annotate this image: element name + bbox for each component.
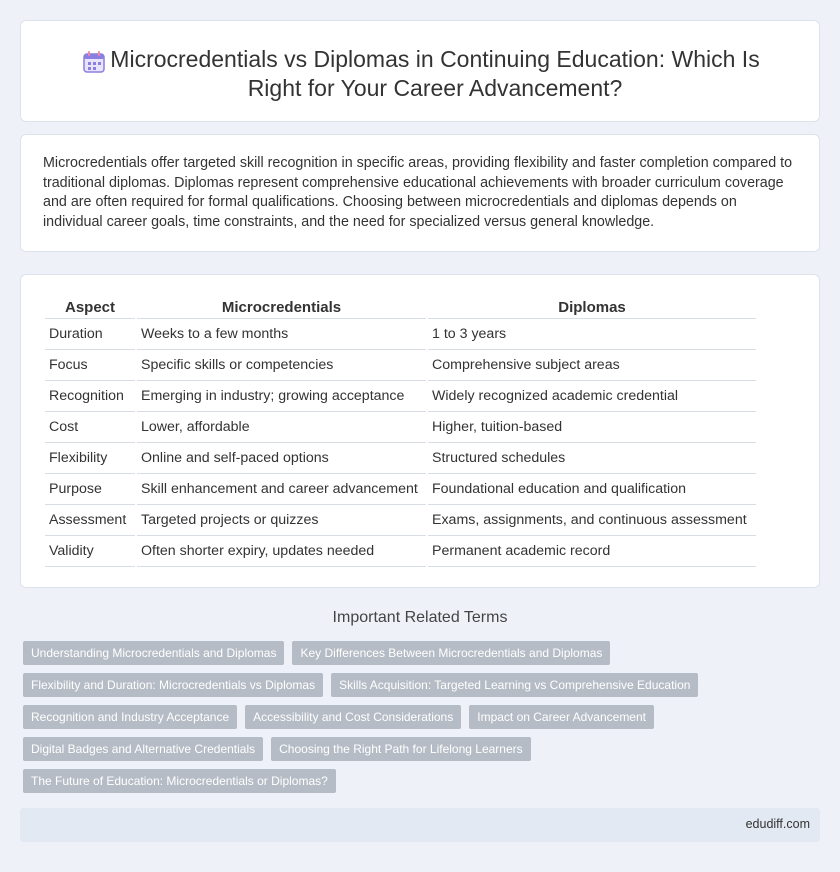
table-row bbox=[45, 381, 756, 412]
cell-aspect: Assessment bbox=[45, 505, 135, 536]
page-title: Microcredentials vs Diplomas in Continuing Education: Which Is Right for Your Career Advancement? bbox=[110, 46, 760, 101]
related-term-tag[interactable]: Impact on Career Advancement bbox=[469, 705, 654, 729]
calendar-icon bbox=[81, 49, 107, 75]
cell-diplomas: Structured schedules bbox=[428, 443, 756, 474]
cell-aspect: Focus bbox=[45, 350, 135, 381]
cell-diplomas: Higher, tuition-based bbox=[428, 412, 756, 443]
related-term-tag[interactable]: Recognition and Industry Acceptance bbox=[23, 705, 237, 729]
related-term-tag[interactable]: Flexibility and Duration: Microcredentials vs Diplomas bbox=[23, 673, 323, 697]
footer-site: edudiff.com bbox=[745, 817, 810, 831]
cell-microcredentials: Online and self-paced options bbox=[137, 443, 426, 474]
table-row bbox=[45, 350, 756, 381]
related-terms-row bbox=[23, 673, 813, 697]
table-row bbox=[45, 443, 756, 474]
cell-diplomas: Foundational education and qualification bbox=[428, 474, 756, 505]
related-term-tag[interactable]: Choosing the Right Path for Lifelong Learners bbox=[271, 737, 531, 761]
related-term-tag[interactable]: Accessibility and Cost Considerations bbox=[245, 705, 461, 729]
cell-microcredentials: Specific skills or competencies bbox=[137, 350, 426, 381]
cell-microcredentials: Weeks to a few months bbox=[137, 319, 426, 350]
header-aspect: Aspect bbox=[45, 295, 135, 319]
table-row bbox=[45, 474, 756, 505]
related-term-tag[interactable]: Understanding Microcredentials and Diplomas bbox=[23, 641, 284, 665]
table-header-row bbox=[45, 295, 756, 319]
related-terms-row bbox=[23, 769, 813, 793]
cell-aspect: Validity bbox=[45, 536, 135, 567]
related-terms-list bbox=[23, 641, 813, 801]
table-row bbox=[45, 412, 756, 443]
table-row bbox=[45, 536, 756, 567]
title-wrap bbox=[61, 45, 779, 103]
comparison-table bbox=[43, 295, 758, 567]
related-term-tag[interactable]: Skills Acquisition: Targeted Learning vs Comprehensive Education bbox=[331, 673, 698, 697]
related-terms-row bbox=[23, 641, 813, 665]
intro-card bbox=[20, 134, 820, 252]
footer bbox=[20, 808, 820, 842]
cell-diplomas: Comprehensive subject areas bbox=[428, 350, 756, 381]
cell-diplomas: Permanent academic record bbox=[428, 536, 756, 567]
related-term-tag[interactable]: Key Differences Between Microcredentials and Diplomas bbox=[292, 641, 610, 665]
cell-diplomas: 1 to 3 years bbox=[428, 319, 756, 350]
cell-diplomas: Exams, assignments, and continuous assessment bbox=[428, 505, 756, 536]
cell-microcredentials: Lower, affordable bbox=[137, 412, 426, 443]
cell-aspect: Flexibility bbox=[45, 443, 135, 474]
cell-microcredentials: Targeted projects or quizzes bbox=[137, 505, 426, 536]
table-row bbox=[45, 319, 756, 350]
related-terms-title: Important Related Terms bbox=[332, 609, 508, 626]
cell-aspect: Purpose bbox=[45, 474, 135, 505]
comparison-card bbox=[20, 274, 820, 588]
cell-aspect: Recognition bbox=[45, 381, 135, 412]
cell-aspect: Cost bbox=[45, 412, 135, 443]
cell-diplomas: Widely recognized academic credential bbox=[428, 381, 756, 412]
related-term-tag[interactable]: Digital Badges and Alternative Credentials bbox=[23, 737, 263, 761]
cell-microcredentials: Often shorter expiry, updates needed bbox=[137, 536, 426, 567]
cell-microcredentials: Emerging in industry; growing acceptance bbox=[137, 381, 426, 412]
header-microcredentials: Microcredentials bbox=[137, 295, 426, 319]
related-terms-row bbox=[23, 705, 813, 729]
cell-aspect: Duration bbox=[45, 319, 135, 350]
header-diplomas: Diplomas bbox=[428, 295, 756, 319]
cell-microcredentials: Skill enhancement and career advancement bbox=[137, 474, 426, 505]
table-row bbox=[45, 505, 756, 536]
intro-text: Microcredentials offer targeted skill recognition in specific areas, providing flexibility and faster completion compared to traditional diplomas. Diplomas represent comprehensive educational achievements with broader curriculum coverage and are often required for formal qualifications. Choosing between microcredentials and diplomas depends on individual career goals, time constraints, and the need for specialized versus general knowledge. bbox=[43, 155, 793, 230]
related-terms-row bbox=[23, 737, 813, 761]
title-card bbox=[20, 20, 820, 122]
related-term-tag[interactable]: The Future of Education: Microcredentials or Diplomas? bbox=[23, 769, 336, 793]
